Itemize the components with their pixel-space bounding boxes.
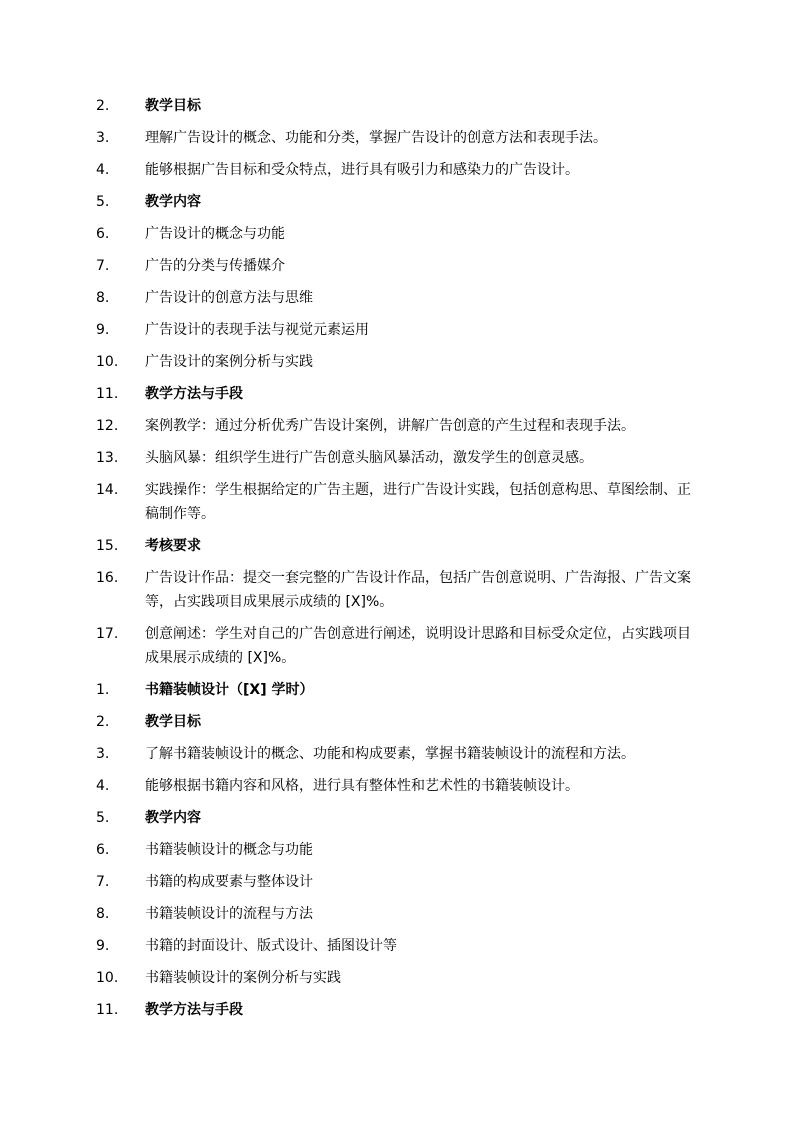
item-number: 1. [96, 682, 110, 698]
item-number: 11. [96, 1002, 119, 1018]
item-number: 8. [96, 906, 110, 922]
section-heading [0, 190, 794, 214]
heading-text: 教学目标 [145, 714, 201, 730]
list-item [0, 622, 794, 670]
list-item [0, 446, 794, 470]
item-number: 6. [96, 842, 110, 858]
item-text: 书籍装帧设计的流程与方法 [145, 906, 313, 922]
list-item [0, 870, 794, 894]
item-text: 书籍的构成要素与整体设计 [145, 874, 313, 890]
item-number: 3. [96, 746, 110, 762]
item-text: 能够根据书籍内容和风格，进行具有整体性和艺术性的书籍装帧设计。 [145, 778, 579, 794]
list-item [0, 222, 794, 246]
list-item [0, 774, 794, 798]
item-number: 5. [96, 194, 110, 210]
heading-text: 教学方法与手段 [145, 386, 243, 402]
section-heading [0, 806, 794, 830]
section-heading [0, 534, 794, 558]
item-number: 9. [96, 322, 110, 338]
item-text: 书籍装帧设计的概念与功能 [145, 842, 313, 858]
item-text: 能够根据广告目标和受众特点，进行具有吸引力和感染力的广告设计。 [145, 162, 579, 178]
list-item [0, 254, 794, 278]
list-item [0, 966, 794, 990]
list-item [0, 742, 794, 766]
item-number: 13. [96, 450, 119, 466]
item-text: 书籍的封面设计、版式设计、插图设计等 [145, 938, 397, 954]
section-heading [0, 710, 794, 734]
item-number: 7. [96, 258, 110, 274]
item-number: 4. [96, 162, 110, 178]
item-number: 8. [96, 290, 110, 306]
heading-text: 书籍装帧设计（[X] 学时） [145, 682, 314, 698]
numbered-list [0, 94, 794, 1030]
item-number: 5. [96, 810, 110, 826]
item-number: 10. [96, 970, 119, 986]
heading-text: 教学内容 [145, 194, 201, 210]
list-item [0, 350, 794, 374]
item-number: 10. [96, 354, 119, 370]
item-text: 广告设计的创意方法与思维 [145, 290, 313, 306]
list-item [0, 286, 794, 310]
item-number: 16. [96, 570, 119, 586]
section-heading [0, 94, 794, 118]
section-heading [0, 382, 794, 406]
item-text: 广告设计的表现手法与视觉元素运用 [145, 322, 369, 338]
list-item [0, 838, 794, 862]
item-text: 创意阐述：学生对自己的广告创意进行阐述，说明设计思路和目标受众定位，占实践项目成果展示成绩的 [X]%。 [145, 626, 691, 666]
heading-text: 考核要求 [145, 538, 201, 554]
list-item [0, 902, 794, 926]
item-text: 广告设计的概念与功能 [145, 226, 285, 242]
list-item [0, 934, 794, 958]
heading-text: 教学内容 [145, 810, 201, 826]
item-number: 11. [96, 386, 119, 402]
item-text: 案例教学：通过分析优秀广告设计案例，讲解广告创意的产生过程和表现手法。 [145, 418, 635, 434]
section-heading [0, 678, 794, 702]
list-item [0, 478, 794, 526]
item-number: 2. [96, 98, 110, 114]
item-text: 了解书籍装帧设计的概念、功能和构成要素，掌握书籍装帧设计的流程和方法。 [145, 746, 635, 762]
item-number: 14. [96, 482, 119, 498]
item-text: 广告设计的案例分析与实践 [145, 354, 313, 370]
item-text: 广告设计作品：提交一套完整的广告设计作品，包括广告创意说明、广告海报、广告文案等，占实践项目成果展示成绩的 [X]%。 [145, 570, 691, 610]
list-item [0, 126, 794, 150]
item-text: 广告的分类与传播媒介 [145, 258, 285, 274]
list-item [0, 566, 794, 614]
list-item [0, 318, 794, 342]
item-text: 书籍装帧设计的案例分析与实践 [145, 970, 341, 986]
item-number: 2. [96, 714, 110, 730]
item-text: 实践操作：学生根据给定的广告主题，进行广告设计实践，包括创意构思、草图绘制、正稿制作等。 [145, 482, 691, 522]
section-heading [0, 998, 794, 1022]
heading-text: 教学方法与手段 [145, 1002, 243, 1018]
item-number: 3. [96, 130, 110, 146]
item-number: 12. [96, 418, 119, 434]
item-number: 6. [96, 226, 110, 242]
item-number: 9. [96, 938, 110, 954]
list-item [0, 158, 794, 182]
item-number: 7. [96, 874, 110, 890]
item-number: 15. [96, 538, 119, 554]
heading-text: 教学目标 [145, 98, 201, 114]
item-number: 4. [96, 778, 110, 794]
item-text: 理解广告设计的概念、功能和分类，掌握广告设计的创意方法和表现手法。 [145, 130, 607, 146]
item-text: 头脑风暴：组织学生进行广告创意头脑风暴活动，激发学生的创意灵感。 [145, 450, 593, 466]
list-item [0, 414, 794, 438]
item-number: 17. [96, 626, 119, 642]
